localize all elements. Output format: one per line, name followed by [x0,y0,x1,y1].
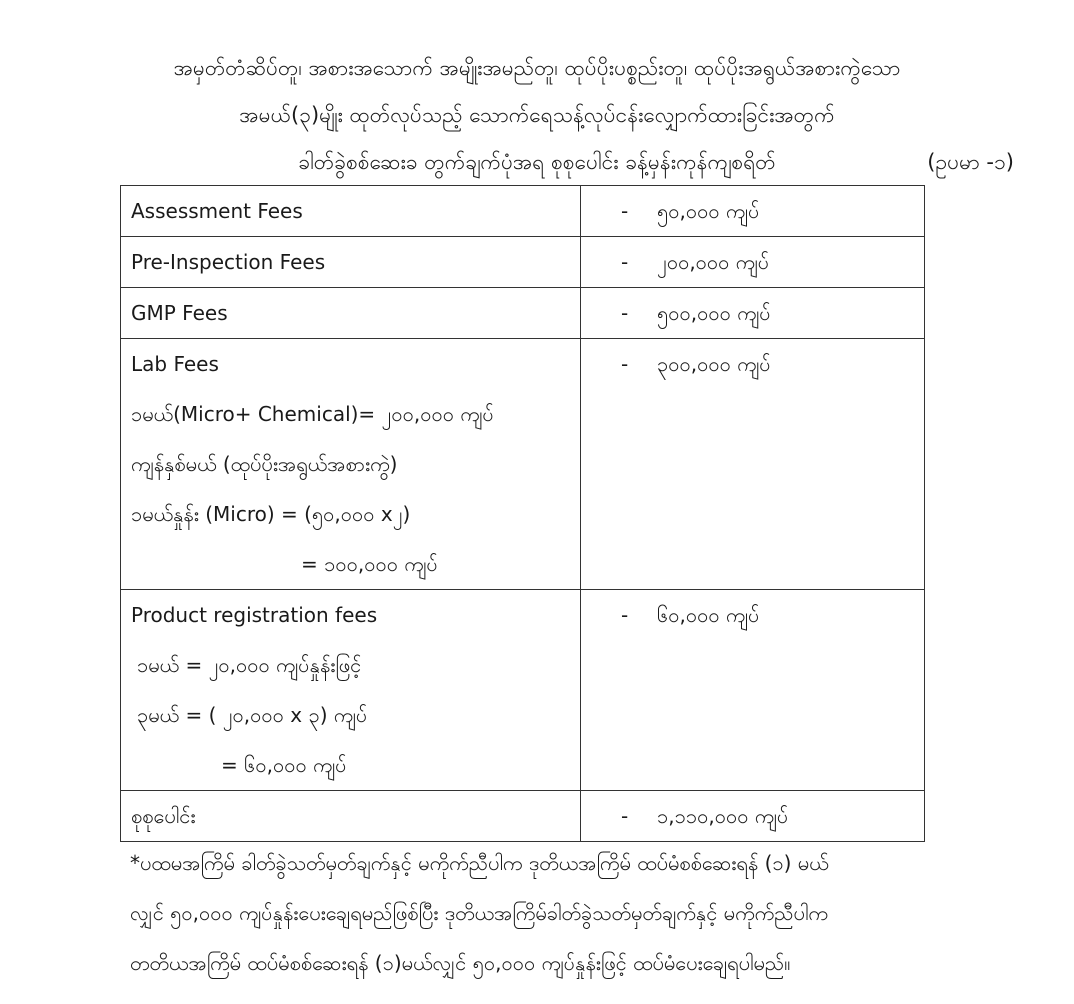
fee-amount-line: - ၆၀,၀၀၀ ကျပ် [621,603,760,627]
fee-amount-line: - ၅၀၀,၀၀၀ ကျပ် [621,301,771,325]
fee-name: Assessment Fees [131,199,303,223]
fee-detail: = ၆၀,၀၀၀ ကျပ် [221,753,347,777]
document-title-line-3: ခါတ်ခွဲစစ်ဆေးခ တွက်ချက်ပုံအရ စုစုပေါင်း ခန့်မှန်းကုန်ကျစရိတ် [298,150,776,174]
fee-amount: ၅၀၀,၀၀၀ ကျပ် [657,301,771,325]
fee-name: GMP Fees [131,301,228,325]
fees-table [120,185,925,842]
fee-name: Lab Fees [131,352,219,376]
fee-amount-line: - ၁,၁၁၀,၀၀၀ ကျပ် [621,804,789,828]
fee-amount-line: - ၂၀၀,၀၀၀ ကျပ် [621,250,770,274]
fee-amount: ၅၀,၀၀၀ ကျပ် [657,199,760,223]
fee-label-cell [121,339,581,590]
fee-label-cell [121,186,581,237]
fee-label-cell [121,791,581,842]
table-row [121,590,925,791]
fee-amount: ၂၀၀,၀၀၀ ကျပ် [657,250,770,274]
total-amount: ၁,၁၁၀,၀၀၀ ကျပ် [657,804,789,828]
fee-name: Pre-Inspection Fees [131,250,326,274]
fee-value-cell [581,186,925,237]
fee-amount-line: - ၅၀,၀၀၀ ကျပ် [621,199,760,223]
document-title-line-1: အမှတ်တံဆိပ်တူ၊ အစားအသောက် အမျိုးအမည်တူ၊ ထုပ်ပိုးပစ္စည်းတူ၊ ထုပ်ပိုးအရွယ်အစားကွဲသော [173,56,901,80]
fee-name: Product registration fees [131,603,378,627]
table-row [121,186,925,237]
table-row [121,288,925,339]
fee-amount-line: - ၃၀၀,၀၀၀ ကျပ် [621,352,771,376]
footnote-line: တတိယအကြိမ် ထပ်မံစစ်ဆေးရန် (၁)မယ်လျှင် ၅၀,၀၀၀ ကျပ်နှုန်းဖြင့် ထပ်မံပေးချေရပါမည်။ [130,951,791,975]
fee-label-cell [121,590,581,791]
fee-detail: ၁မယ်နှုန်း (Micro) = (၅၀,၀၀၀ x၂) [131,502,411,526]
fee-detail: ၁မယ် = ၂၀,၀၀၀ ကျပ်နှုန်းဖြင့် [137,653,362,677]
fee-detail: ကျန်နှစ်မယ် (ထုပ်ပိုးအရွယ်အစားကွဲ) [131,452,398,476]
fee-value-cell [581,339,925,590]
fee-label-cell [121,288,581,339]
total-label: စုစုပေါင်း [131,804,196,828]
table-row [121,791,925,842]
document-title-line-2: အမယ်(၃)မျိုး ထုတ်လုပ်သည့် သောက်ရေသန့်လုပ်ငန်းလျှောက်ထားခြင်းအတွက် [239,103,835,127]
fee-detail: ၁မယ်(Micro+ Chemical)= ၂၀၀,၀၀၀ ကျပ် [131,402,494,426]
footnote-line: *ပထမအကြိမ် ခါတ်ခွဲသတ်မှတ်ချက်နှင့် မကိုက်ညီပါက ဒုတိယအကြိမ် ထပ်မံစစ်ဆေးရန် (၁) မယ် [130,851,829,875]
footnote [130,838,1020,988]
table-row [121,339,925,590]
fee-amount: ၃၀၀,၀၀၀ ကျပ် [657,352,771,376]
fee-value-cell [581,791,925,842]
fee-value-cell [581,590,925,791]
example-reference: (ဥပမာ -၁) [927,150,1014,174]
table-row [121,237,925,288]
fee-detail: = ၁၀၀,၀၀၀ ကျပ် [301,552,438,576]
fee-value-cell [581,288,925,339]
fee-detail: ၃မယ် = ( ၂၀,၀၀၀ x ၃) ကျပ် [137,703,368,727]
fee-amount: ၆၀,၀၀၀ ကျပ် [657,603,760,627]
fee-label-cell [121,237,581,288]
fee-value-cell [581,237,925,288]
footnote-line: လျှင် ၅၀,၀၀၀ ကျပ်နှုန်းပေးချေရမည်ဖြစ်ပြီး ဒုတိယအကြိမ်ခါတ်ခွဲသတ်မှတ်ချက်နှင့် မကိုက်ညီပါက [130,901,828,925]
